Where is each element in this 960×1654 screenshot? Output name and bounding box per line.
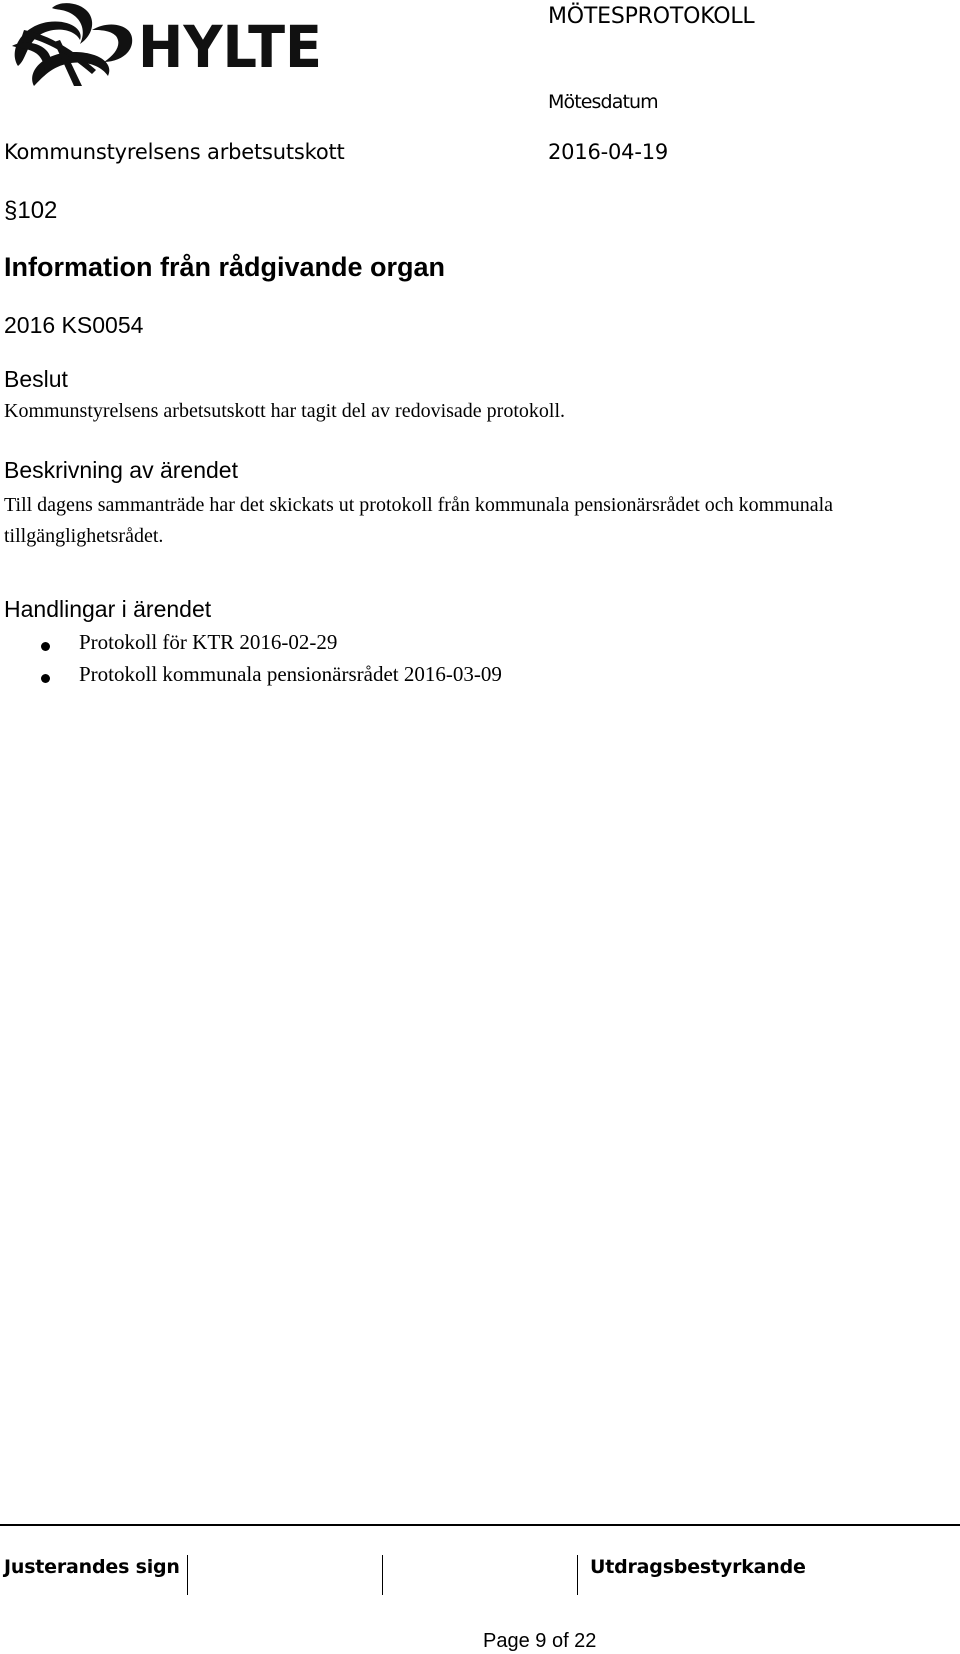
documents-heading: Handlingar i ärendet xyxy=(4,596,212,622)
page-number: Page 9 of 22 xyxy=(483,1630,597,1652)
signature-box-divider xyxy=(187,1555,188,1595)
document-list-item: Protokoll för KTR 2016-02-29 xyxy=(79,630,338,654)
description-text: Till dagens sammanträde har det skickats ut protokoll från kommunala pensionärsrådet och kommunala tillgänglighetsrådet. xyxy=(4,494,834,547)
meeting-date-label: Mötesdatum xyxy=(548,91,658,113)
footer-divider xyxy=(0,1524,960,1526)
document-type: MÖTESPROTOKOLL xyxy=(548,4,755,29)
hylte-emblem-icon xyxy=(12,3,132,86)
decision-heading: Beslut xyxy=(4,366,68,392)
meeting-date: 2016-04-19 xyxy=(548,140,669,164)
signature-box-divider xyxy=(577,1555,578,1595)
case-number: 2016 KS0054 xyxy=(4,312,144,338)
paragraph-number: §102 xyxy=(4,197,58,224)
logo-text: HYLTE xyxy=(138,13,322,81)
signature-box-divider xyxy=(382,1555,383,1595)
hylte-logo xyxy=(4,0,344,90)
committee-name: Kommunstyrelsens arbetsutskott xyxy=(4,140,345,164)
description-heading: Beskrivning av ärendet xyxy=(4,457,238,483)
bullet-icon xyxy=(41,674,50,683)
bullet-icon xyxy=(41,642,50,651)
extract-certification-label: Utdragsbestyrkande xyxy=(590,1556,806,1578)
item-title: Information från rådgivande organ xyxy=(4,252,446,282)
signature-label: Justerandes sign xyxy=(4,1556,180,1578)
decision-text: Kommunstyrelsens arbetsutskott har tagit del av redovisade protokoll. xyxy=(4,400,565,422)
document-list-item: Protokoll kommunala pensionärsrådet 2016-03-09 xyxy=(79,662,502,686)
